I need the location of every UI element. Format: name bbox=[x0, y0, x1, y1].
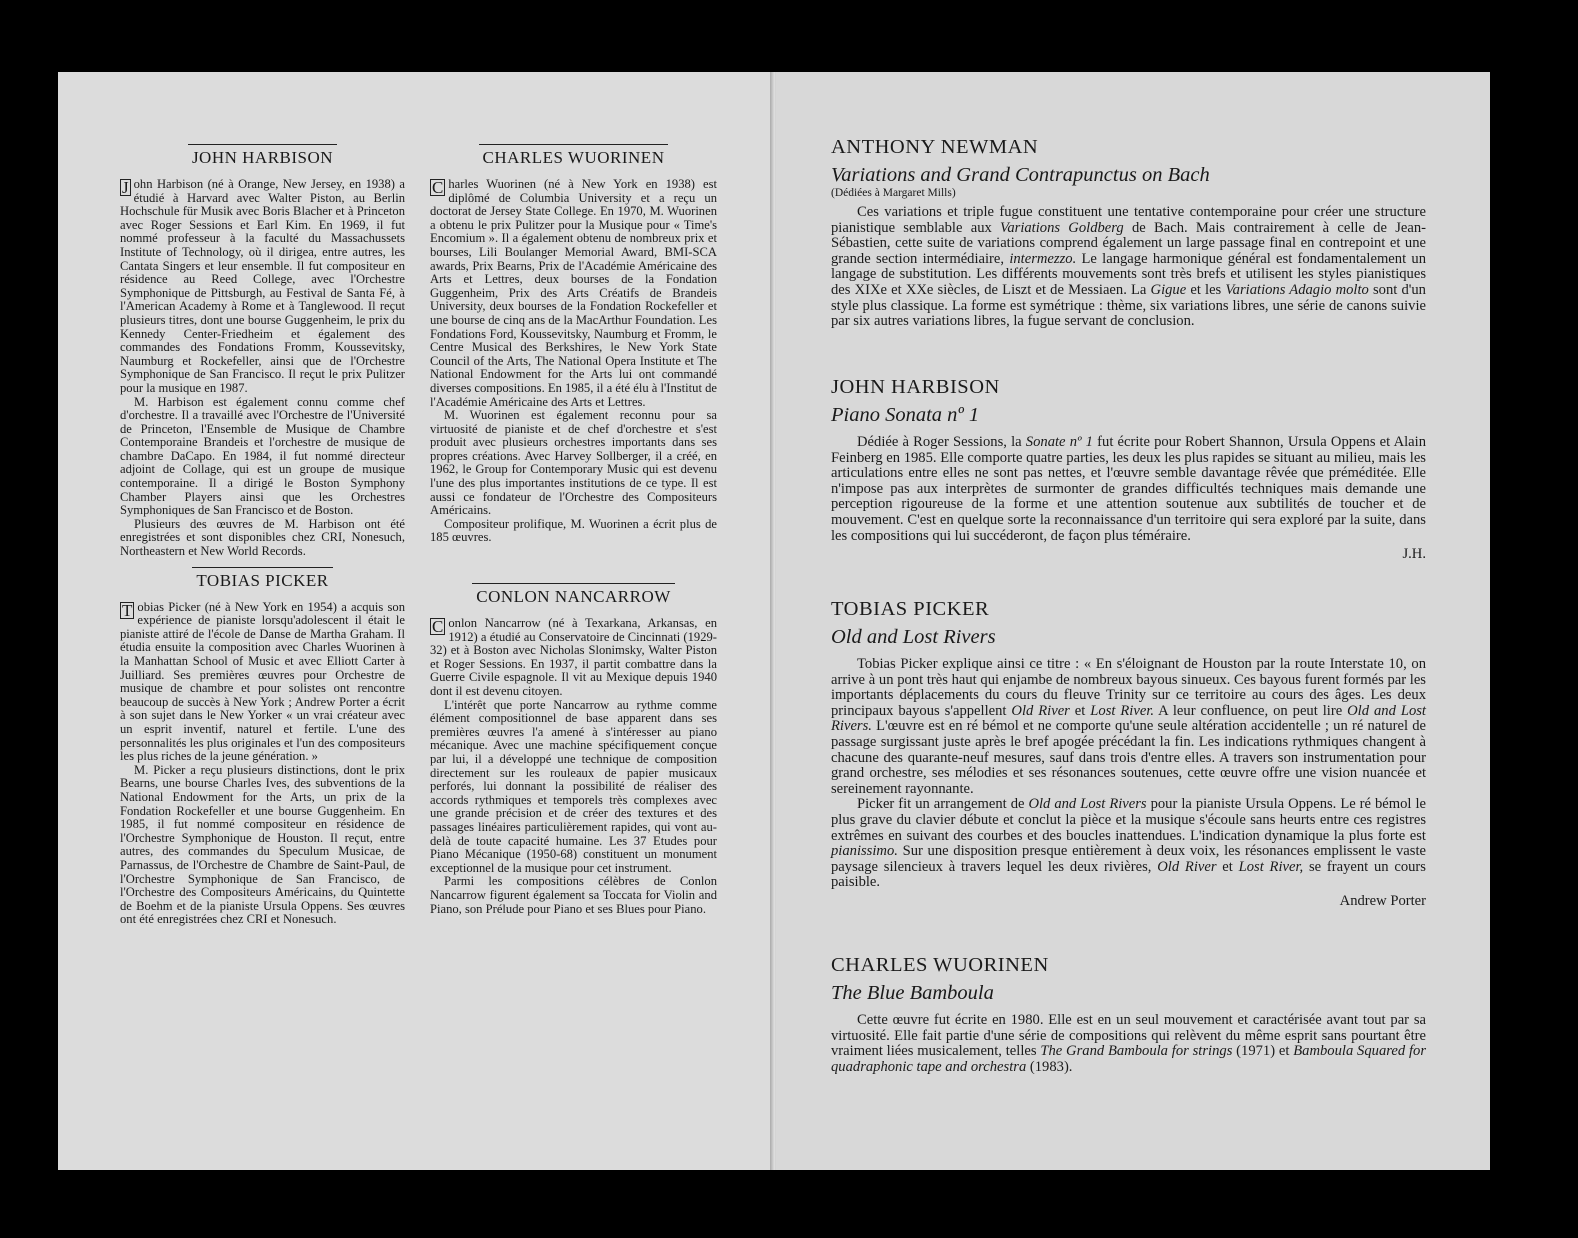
bio-heading: JOHN HARBISON bbox=[188, 144, 337, 168]
composer-name: TOBIAS PICKER bbox=[831, 598, 990, 620]
bio-paragraph: obias Picker (né à New York en 1954) a acquis son expérience de pianiste lorsqu'adolescent il était le pianiste attiré de l'école de Danse de Martha Graham. Il étudia ensuite la composition avec Charles Wuorinen à la Manhattan School of Music et avec Elliott Carter à Juilliard. Ses premières œuvres pour Orchestre de musique de chambre et pour solistes ont rencontre beaucoup de succès à New York ; Andrew Porter a écrit à son sujet dans le New Yorker « un vrai créateur avec un esprit inventif, naturel et fertile. L'une des personnalités les plus originales et l'un des compositeurs les plus riches de la jeune génération. » bbox=[120, 599, 405, 764]
program-note-wuorinen bbox=[831, 954, 1426, 1075]
composer-name: JOHN HARBISON bbox=[831, 376, 1000, 398]
bio-tobias-picker bbox=[120, 567, 405, 927]
left-page bbox=[58, 72, 773, 1170]
signature: Andrew Porter bbox=[1339, 892, 1426, 909]
bio-paragraph: Parmi les compositions célèbres de Conlon Nancarrow figurent également sa Toccata for Violin and Piano, son Prélude pour Piano et ses Blues pour Piano. bbox=[430, 874, 717, 916]
bio-paragraph: Plusieurs des œuvres de M. Harbison ont été enregistrées et sont disponibles chez CRI, Nonesuch, Northeastern et New World Records. bbox=[120, 516, 405, 559]
signature: J.H. bbox=[1402, 546, 1426, 563]
bio-heading: TOBIAS PICKER bbox=[192, 567, 332, 591]
bio-charles-wuorinen bbox=[430, 144, 717, 545]
right-column bbox=[430, 144, 717, 916]
program-note-harbison bbox=[831, 376, 1426, 563]
drop-cap: C bbox=[432, 178, 444, 197]
drop-cap: J bbox=[122, 178, 129, 197]
bio-john-harbison bbox=[120, 144, 405, 559]
dedication: (Dédiées à Margaret Mills) bbox=[831, 187, 956, 199]
note-paragraph: Cette œuvre fut écrite en 1980. Elle est en un seul mouvement et caractérisée avant tout par sa virtuosité. Elle fait partie d'une série de compositions qui relèvent du même esprit sans pourtant être vraiment liées musicalement, telles The Grand Bamboula for strings (1971) et Bamboula Squared for quadraphonic tape and orchestra (1983). bbox=[831, 1012, 1426, 1075]
left-column bbox=[120, 144, 405, 927]
drop-cap: C bbox=[432, 617, 444, 637]
program-note-newman bbox=[831, 136, 1426, 330]
note-paragraph: Picker fit un arrangement de Old and Lost Rivers pour la pianiste Ursula Oppens. Le ré bémol le plus grave du clavier débute et conclut la pièce et la musique s'écoule sans heurts entre ces registres extrêmes en suivant des courbes et des boucles inattendues. L'indication dynamique la plus forte est pianissimo. Sur une disposition presque entièrement à deux voix, les résonances emplissent le vaste paysage silencieux à travers lequel les deux rivières, Old River et Lost River, se frayent un cours paisible. bbox=[831, 796, 1426, 891]
bio-paragraph: M. Wuorinen est également reconnu pour sa virtuosité de pianiste et de chef d'orchestre et s'est produit avec plusieurs orchestres importants dans ses propres créations. Avec Harvey Sollberger, il a créé, en 1962, le Group for Contemporary Music qui est devenu l'une des plus importantes institutions de ce type. Il est aussi ce fondateur de l'Orchestre des Compositeurs Américains. bbox=[430, 408, 717, 518]
program-note-picker bbox=[831, 598, 1426, 910]
note-paragraph: Ces variations et triple fugue constituent une tentative contemporaine pour créer une structure pianistique semblable aux Variations Goldberg de Bach. Mais contrairement à celle de Jean-Sébastien, cette suite de variations comprend également un large passage final en contrepoint et une grande section intermédiaire, intermezzo. Le langage harmonique général est fondamentalement un langage de substitution. Les différents mouvements sont très brefs et utilisent les styles pianistiques des XIXe et XXe siècles, de Liszt et de Messiaen. La Gigue et les Variations Adagio molto sont d'un style plus classique. La forme est symétrique : thème, six variations libres, une série de canons suivie par six autres variations libres, la fugue servant de conclusion. bbox=[831, 204, 1426, 330]
composer-name: CHARLES WUORINEN bbox=[831, 954, 1049, 976]
work-title: Variations and Grand Contrapunctus on Bach bbox=[831, 164, 1210, 186]
composer-name: ANTHONY NEWMAN bbox=[831, 136, 1039, 158]
drop-cap: T bbox=[122, 600, 133, 620]
bio-paragraph: M. Harbison est également connu comme chef d'orchestre. Il a travaillé avec l'Orchestre de l'Université de Princeton, l'Ensemble de Musique de Chambre Contemporaine Brandeis et l'orchestre de musique de chambre DaCapo. En 1984, il fut nommé directeur adjoint de Collage, qui est un groupe de musique contemporaine. Il a dirigé le Boston Symphony Chamber Players ainsi que les Orchestres Symphoniques de San Francisco et de Boston. bbox=[120, 394, 405, 518]
bio-paragraph: ohn Harbison (né à Orange, New Jersey, en 1938) a étudié à Harvard avec Walter Piston, au Berlin Hochschule für Musik avec Boris Blacher et à Princeton avec Roger Sessions et Earl Kim. En 1969, il fut nommé professeur à la faculté du Massachussets Institute of Technology, où il dirigea, entre autres, les Cantata Singers et leur ensemble. Il fut compositeur en résidence au Reed College, avec l'Orchestre Symphonique de Pittsburgh, au Festival de Santa Fé, à l'American Academy à Rome et à Tanglewood. Il reçut plusieurs titres, dont une bourse Guggenheim, le prix du Kennedy Center-Friedheim et également des commandes des Fondations Fromm, Koussevitsky, Naumburg et Rockefeller, ainsi que de l'Orchestre Symphonique de San Francisco. Il reçut le prix Pulitzer pour la musique en 1987. bbox=[120, 177, 405, 395]
bio-paragraph: M. Picker a reçu plusieurs distinctions, dont le prix Bearns, une bourse Charles Ives, des subventions de la National Endowment for the Arts, un prix de la Fondation Rockefeller et une bourse Guggenheim. En 1985, il fut nommé compositeur en résidence de l'Orchestre Symphonique de Houston. Il reçut, entre autres, des commandes du Speculum Musicae, de Parnassus, de l'Orchestre de Chambre de Saint-Paul, de l'Orchestre Symphonique de San Francisco, de l'Orchestre des Compositeurs Américains, du Quintette de Boehm et de la pianiste Ursula Oppens. Ses œuvres ont été enregistrées chez CRI et Nonesuch. bbox=[120, 762, 405, 927]
note-paragraph: Dédiée à Roger Sessions, la Sonate nº 1 fut écrite pour Robert Shannon, Ursula Oppens et Alain Feinberg en 1985. Elle comporte quatre parties, les deux les plus rapides se situant au milieu, mais les articulations entre elles ne sont pas nettes, et l'œuvre semble davantage rêvée que préméditée. Elle n'impose pas aux interprètes de surmonter de grandes difficultés techniques mais demande une perception rigoureuse de la forme et une attention soutenue aux subtilités de toucher et de mouvement. C'est en quelque sorte la reconnaissance d'un territoire qui sera exploré par la suite, dans les compositions qui lui succéderont, de façon plus téméraire. bbox=[831, 434, 1426, 544]
work-title: Piano Sonata nº 1 bbox=[831, 404, 980, 426]
bio-heading: CHARLES WUORINEN bbox=[479, 144, 669, 168]
right-page bbox=[776, 72, 1490, 1170]
bio-paragraph: harles Wuorinen (né à New York en 1938) est diplômé de Columbia University et a reçu un doctorat de Jersey State College. En 1970, M. Wuorinen a obtenu le prix Pulitzer pour la Musique pour « Time's Encomium ». Il a également obtenu de nombreux prix et bourses, Lili Boulanger Memorial Award, BMI-SCA awards, Prix Bearns, Prix de l'Académie Américaine des Arts et Lettres, deux bourses de la Fondation Guggenheim, Prix des Arts Créatifs de Brandeis University, deux bourses de la Fondation Rockefeller et une bourse de cinq ans de la MacArthur Foundation. Les Fondations Ford, Koussevitsky, Naumburg et Fromm, le Centre Musical des Berkshires, le New York State Council of the Arts, The National Opera Institute et The National Endowment for the Arts lui ont commandé diverses compositions. En 1985, il a été élu à l'Institut de l'Académie Américaine des Arts et Lettres. bbox=[430, 177, 717, 409]
work-title: Old and Lost Rivers bbox=[831, 626, 996, 648]
work-title: The Blue Bamboula bbox=[831, 982, 994, 1004]
bio-paragraph: L'intérêt que porte Nancarrow au rythme comme élément compositionnel de base apparent dans ses premières œuvres l'a amené à s'intéresser au piano mécanique. Avec une machine spécifiquement conçue par lui, il a développé une technique de composition directement sur les rouleaux de papier musicaux perforés, lui donnant la possibilité de réaliser des accords rythmiques et temporels très complexes avec une grande précision et de créer des textures et des passages linéaires particulièrement rapides, qui vont au-delà de toute capacité humaine. Les 37 Etudes pour Piano Mécanique (1950-68) constituent un monument exceptionnel de la musique pour cet instrument. bbox=[430, 697, 717, 875]
bio-paragraph: Compositeur prolifique, M. Wuorinen a écrit plus de 185 œuvres. bbox=[430, 516, 717, 545]
note-paragraph: Tobias Picker explique ainsi ce titre : « En s'éloignant de Houston par la route Interstate 10, on arrive à un pont très haut qui enjambe de nombreux bayous sinueux. Ces bayous furent formés par les importants déplacements du cours du fleuve Trinity sur ce territoire au cours des âges. Les deux principaux bayous s'appellent Old River et Lost River. A leur confluence, on peut lire Old and Lost Rivers. L'œuvre est en ré bémol et ne comporte qu'une seule altération accidentelle ; un ré naturel de passage surgissant juste après le bref apogée précédant la fin. Les indications rythmiques changent à chacune des quarante-neuf mesures, sauf dans trois d'entre elles. A travers son instrumentation pour grand orchestre, ses mélodies et ses résonances soutenues, cette œuvre offre une vision nuancée et sereinement rayonnante. bbox=[831, 656, 1426, 797]
bio-conlon-nancarrow bbox=[430, 583, 717, 916]
bio-heading: CONLON NANCARROW bbox=[472, 583, 675, 607]
bio-paragraph: onlon Nancarrow (né à Texarkana, Arkansas, en 1912) a étudié au Conservatoire de Cincinnati (1929-32) et à Boston avec Nicholas Slonimsky, Walter Piston et Roger Sessions. En 1937, il partit combattre dans la Guerre Civile espagnole. Il vit au Mexique depuis 1940 dont il est devenu citoyen. bbox=[430, 616, 717, 698]
